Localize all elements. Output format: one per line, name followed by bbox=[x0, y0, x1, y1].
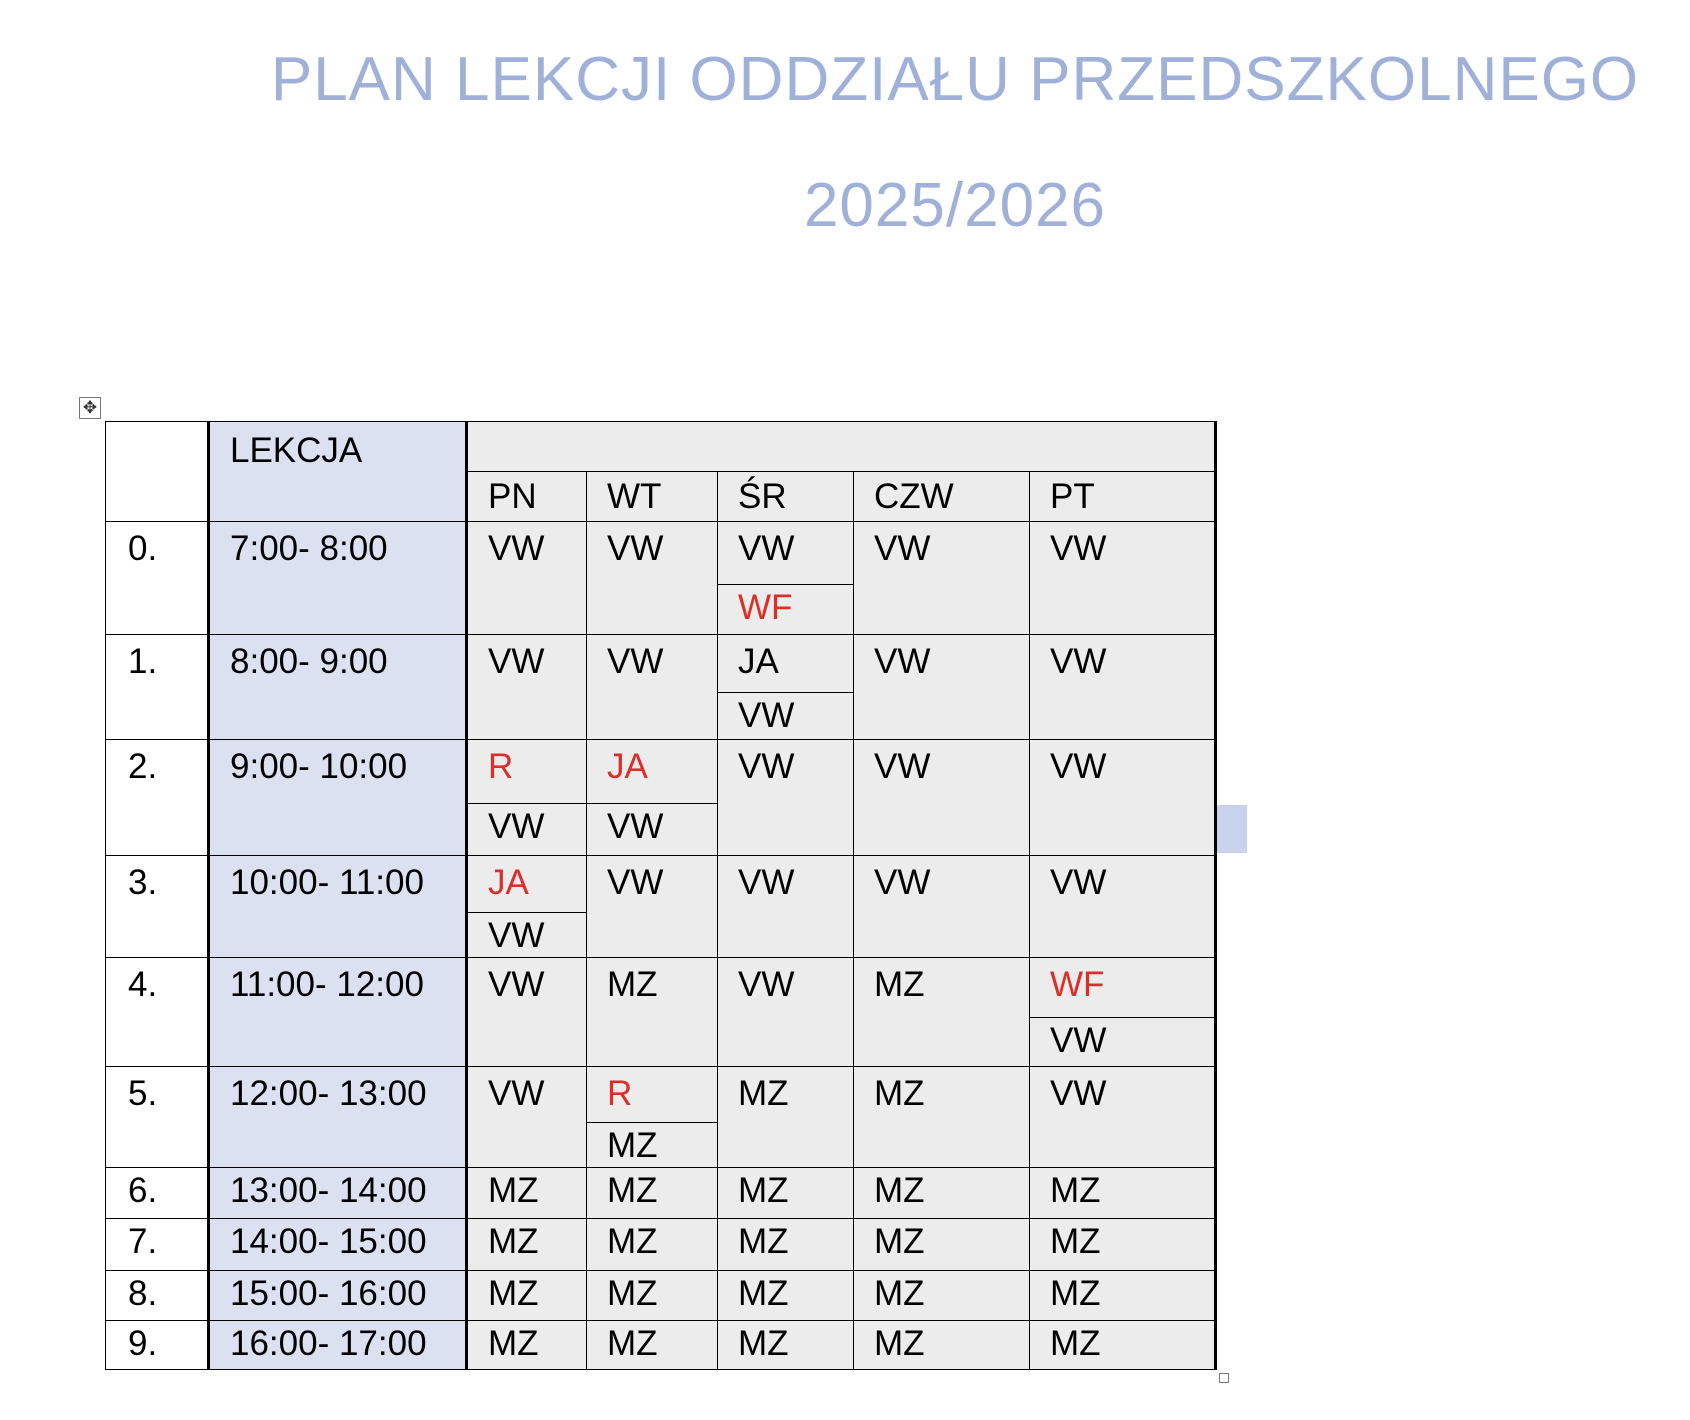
schedule-table bbox=[105, 421, 1217, 1370]
subject-code: MZ bbox=[738, 1324, 789, 1363]
lesson-time: 10:00- 11:00 bbox=[230, 863, 424, 902]
subject-code: MZ bbox=[607, 1324, 658, 1363]
schedule-cell[interactable] bbox=[467, 740, 587, 856]
lesson-time-cell[interactable] bbox=[209, 1321, 467, 1370]
subject-code: MZ bbox=[874, 1274, 925, 1313]
day-label: PN bbox=[488, 477, 537, 516]
schedule-cell[interactable] bbox=[587, 1271, 718, 1321]
lesson-time-cell[interactable] bbox=[209, 522, 467, 635]
schedule-cell[interactable] bbox=[467, 1168, 587, 1219]
lesson-time: 11:00- 12:00 bbox=[230, 965, 424, 1004]
subject-code: MZ bbox=[488, 1274, 539, 1313]
subject-code: VW bbox=[488, 529, 545, 568]
lesson-time-cell[interactable] bbox=[209, 1067, 467, 1168]
subject-code: VW bbox=[587, 803, 717, 855]
subject-code: MZ bbox=[587, 1122, 717, 1167]
lesson-number-cell[interactable] bbox=[106, 635, 209, 740]
header-empty-cell[interactable] bbox=[106, 422, 209, 522]
subject-code: VW bbox=[607, 642, 664, 681]
subject-code: MZ bbox=[738, 1274, 789, 1313]
lesson-number: 7. bbox=[128, 1222, 158, 1261]
subject-code: MZ bbox=[1050, 1222, 1101, 1261]
schedule-cell[interactable] bbox=[467, 522, 587, 635]
schedule-cell[interactable] bbox=[587, 635, 718, 740]
day-header-2[interactable] bbox=[718, 472, 854, 522]
schedule-cell[interactable] bbox=[467, 1219, 587, 1271]
schedule-cell[interactable] bbox=[854, 522, 1030, 635]
schedule-cell[interactable] bbox=[1030, 1067, 1216, 1168]
subject-code: R bbox=[488, 747, 514, 786]
lesson-number-cell[interactable] bbox=[106, 740, 209, 856]
table-row bbox=[106, 958, 1216, 1067]
subject-code: MZ bbox=[738, 1074, 789, 1113]
schedule-cell[interactable] bbox=[587, 740, 718, 856]
table-row bbox=[106, 1168, 1216, 1219]
subject-code: R bbox=[607, 1074, 633, 1113]
schedule-cell[interactable] bbox=[1030, 635, 1216, 740]
schedule-cell[interactable] bbox=[718, 1219, 854, 1271]
subject-code: MZ bbox=[874, 1074, 925, 1113]
lesson-time: 14:00- 15:00 bbox=[230, 1222, 427, 1261]
lesson-time-cell[interactable] bbox=[209, 958, 467, 1067]
subject-code: MZ bbox=[1050, 1274, 1101, 1313]
lesson-time-cell[interactable] bbox=[209, 635, 467, 740]
schedule-cell[interactable] bbox=[1030, 1321, 1216, 1370]
subject-code: MZ bbox=[488, 1222, 539, 1261]
lesson-number-cell[interactable] bbox=[106, 1067, 209, 1168]
day-header-4[interactable] bbox=[1030, 472, 1216, 522]
subject-code: VW bbox=[607, 863, 664, 902]
schedule-cell[interactable] bbox=[718, 1168, 854, 1219]
table-row bbox=[106, 1067, 1216, 1168]
schedule-cell[interactable] bbox=[467, 856, 587, 958]
subject-code: MZ bbox=[738, 1171, 789, 1210]
subject-code: WF bbox=[1050, 965, 1105, 1004]
subject-code: MZ bbox=[1050, 1171, 1101, 1210]
table-move-handle-icon[interactable]: ✥ bbox=[79, 397, 101, 419]
subject-code: MZ bbox=[607, 965, 658, 1004]
subject-code: JA bbox=[738, 642, 779, 681]
subject-code: VW bbox=[1050, 747, 1107, 786]
lesson-time-cell[interactable] bbox=[209, 856, 467, 958]
day-header-0[interactable] bbox=[467, 472, 587, 522]
subject-code: WF bbox=[718, 584, 853, 634]
subject-code: MZ bbox=[488, 1171, 539, 1210]
lesson-time: 9:00- 10:00 bbox=[230, 747, 408, 786]
schedule-cell[interactable] bbox=[587, 856, 718, 958]
schedule-cell[interactable] bbox=[854, 1271, 1030, 1321]
subject-code: MZ bbox=[738, 1222, 789, 1261]
schedule-cell[interactable] bbox=[1030, 522, 1216, 635]
schedule-cell[interactable] bbox=[854, 1168, 1030, 1219]
subject-code: JA bbox=[607, 747, 648, 786]
subject-code: VW bbox=[488, 642, 545, 681]
subject-code: VW bbox=[468, 912, 586, 957]
subject-code: MZ bbox=[607, 1274, 658, 1313]
day-label: ŚR bbox=[738, 477, 787, 516]
lesson-time: 15:00- 16:00 bbox=[230, 1274, 427, 1313]
schedule-cell[interactable] bbox=[718, 1067, 854, 1168]
lesson-number-cell[interactable] bbox=[106, 1219, 209, 1271]
subject-code: VW bbox=[718, 692, 853, 739]
lesson-time: 16:00- 17:00 bbox=[230, 1324, 427, 1363]
school-year: 2025/2026 bbox=[803, 171, 1107, 240]
subject-code: VW bbox=[1050, 1074, 1107, 1113]
schedule-cell[interactable] bbox=[587, 1168, 718, 1219]
lesson-number: 1. bbox=[128, 642, 158, 681]
lesson-number: 4. bbox=[128, 965, 158, 1004]
lesson-time: 7:00- 8:00 bbox=[230, 529, 388, 568]
lesson-header[interactable]: LEKCJA bbox=[209, 422, 467, 522]
table-row bbox=[106, 1219, 1216, 1271]
table-row bbox=[106, 740, 1216, 856]
subject-code: VW bbox=[1050, 863, 1107, 902]
subject-code: MZ bbox=[1050, 1324, 1101, 1363]
subject-code: VW bbox=[607, 529, 664, 568]
lesson-time: 12:00- 13:00 bbox=[230, 1074, 427, 1113]
day-header-1[interactable] bbox=[587, 472, 718, 522]
lesson-number-cell[interactable] bbox=[106, 1271, 209, 1321]
schedule-cell[interactable] bbox=[718, 1321, 854, 1370]
lesson-number: 6. bbox=[128, 1171, 158, 1210]
lesson-number-cell[interactable] bbox=[106, 856, 209, 958]
schedule-cell[interactable] bbox=[467, 958, 587, 1067]
subject-code: MZ bbox=[874, 1222, 925, 1261]
subject-code: VW bbox=[1030, 1017, 1214, 1066]
schedule-cell[interactable] bbox=[1030, 740, 1216, 856]
subject-code: VW bbox=[738, 747, 795, 786]
schedule-cell[interactable] bbox=[854, 635, 1030, 740]
schedule-cell[interactable] bbox=[718, 740, 854, 856]
subject-code: VW bbox=[488, 1074, 545, 1113]
table-row bbox=[106, 1321, 1216, 1370]
subject-code: VW bbox=[874, 529, 931, 568]
day-label: WT bbox=[607, 477, 662, 516]
lesson-time-cell[interactable] bbox=[209, 1219, 467, 1271]
selection-marker bbox=[1217, 805, 1247, 853]
lesson-number: 2. bbox=[128, 747, 158, 786]
schedule-cell[interactable] bbox=[1030, 1219, 1216, 1271]
schedule-cell[interactable] bbox=[718, 856, 854, 958]
subject-code: VW bbox=[738, 965, 795, 1004]
subject-code: VW bbox=[738, 529, 795, 568]
schedule-cell[interactable] bbox=[467, 635, 587, 740]
schedule-cell[interactable] bbox=[1030, 1168, 1216, 1219]
lesson-number-cell[interactable] bbox=[106, 1321, 209, 1370]
schedule-cell[interactable] bbox=[587, 1321, 718, 1370]
subject-code: VW bbox=[738, 863, 795, 902]
subject-code: MZ bbox=[488, 1324, 539, 1363]
subject-code: VW bbox=[1050, 642, 1107, 681]
day-label: PT bbox=[1050, 477, 1095, 516]
subject-code: MZ bbox=[874, 1171, 925, 1210]
subject-code: JA bbox=[488, 863, 529, 902]
subject-code: VW bbox=[488, 965, 545, 1004]
lesson-time: 13:00- 14:00 bbox=[230, 1171, 427, 1210]
lesson-time-cell[interactable] bbox=[209, 1271, 467, 1321]
table-row bbox=[106, 635, 1216, 740]
lesson-number-cell[interactable] bbox=[106, 1168, 209, 1219]
table-resize-handle[interactable] bbox=[1219, 1373, 1229, 1383]
lesson-number: 9. bbox=[128, 1324, 158, 1363]
lesson-number: 5. bbox=[128, 1074, 158, 1113]
schedule-cell[interactable] bbox=[587, 522, 718, 635]
schedule-cell[interactable] bbox=[1030, 1271, 1216, 1321]
subject-code: MZ bbox=[874, 965, 925, 1004]
lesson-number: 8. bbox=[128, 1274, 158, 1313]
schedule-cell[interactable] bbox=[854, 1219, 1030, 1271]
schedule-cell[interactable] bbox=[854, 958, 1030, 1067]
lesson-number: 0. bbox=[128, 529, 158, 568]
schedule-cell[interactable] bbox=[1030, 958, 1216, 1067]
schedule-cell[interactable] bbox=[1030, 856, 1216, 958]
subject-code: MZ bbox=[874, 1324, 925, 1363]
subject-code: VW bbox=[874, 863, 931, 902]
schedule-cell[interactable] bbox=[854, 1067, 1030, 1168]
lesson-time-cell[interactable] bbox=[209, 740, 467, 856]
schedule-cell[interactable] bbox=[854, 740, 1030, 856]
days-header-merged[interactable] bbox=[467, 422, 1216, 472]
subject-code: MZ bbox=[607, 1171, 658, 1210]
day-header-3[interactable] bbox=[854, 472, 1030, 522]
schedule-cell[interactable] bbox=[587, 958, 718, 1067]
subject-code: VW bbox=[1050, 529, 1107, 568]
lesson-time-cell[interactable] bbox=[209, 1168, 467, 1219]
table-row bbox=[106, 522, 1216, 635]
schedule-cell[interactable] bbox=[718, 1271, 854, 1321]
schedule-cell[interactable] bbox=[467, 1271, 587, 1321]
subject-code: MZ bbox=[607, 1222, 658, 1261]
subject-code: VW bbox=[468, 803, 586, 855]
schedule-cell[interactable] bbox=[854, 1321, 1030, 1370]
table-row bbox=[106, 1271, 1216, 1321]
schedule-cell[interactable] bbox=[718, 635, 854, 740]
lesson-number: 3. bbox=[128, 863, 158, 902]
header-row bbox=[106, 422, 1216, 472]
lesson-number-cell[interactable] bbox=[106, 958, 209, 1067]
lesson-time: 8:00- 9:00 bbox=[230, 642, 388, 681]
lesson-number-cell[interactable] bbox=[106, 522, 209, 635]
schedule-cell[interactable] bbox=[587, 1067, 718, 1168]
page-title: PLAN LEKCJI ODDZIAŁU PRZEDSZKOLNEGO bbox=[270, 45, 1640, 114]
table-row bbox=[106, 856, 1216, 958]
schedule-cell[interactable] bbox=[854, 856, 1030, 958]
day-label: CZW bbox=[874, 477, 954, 516]
subject-code: VW bbox=[874, 747, 931, 786]
schedule-cell[interactable] bbox=[718, 958, 854, 1067]
subject-code: VW bbox=[874, 642, 931, 681]
schedule-cell[interactable] bbox=[467, 1321, 587, 1370]
schedule-cell[interactable] bbox=[718, 522, 854, 635]
schedule-cell[interactable] bbox=[467, 1067, 587, 1168]
schedule-cell[interactable] bbox=[587, 1219, 718, 1271]
